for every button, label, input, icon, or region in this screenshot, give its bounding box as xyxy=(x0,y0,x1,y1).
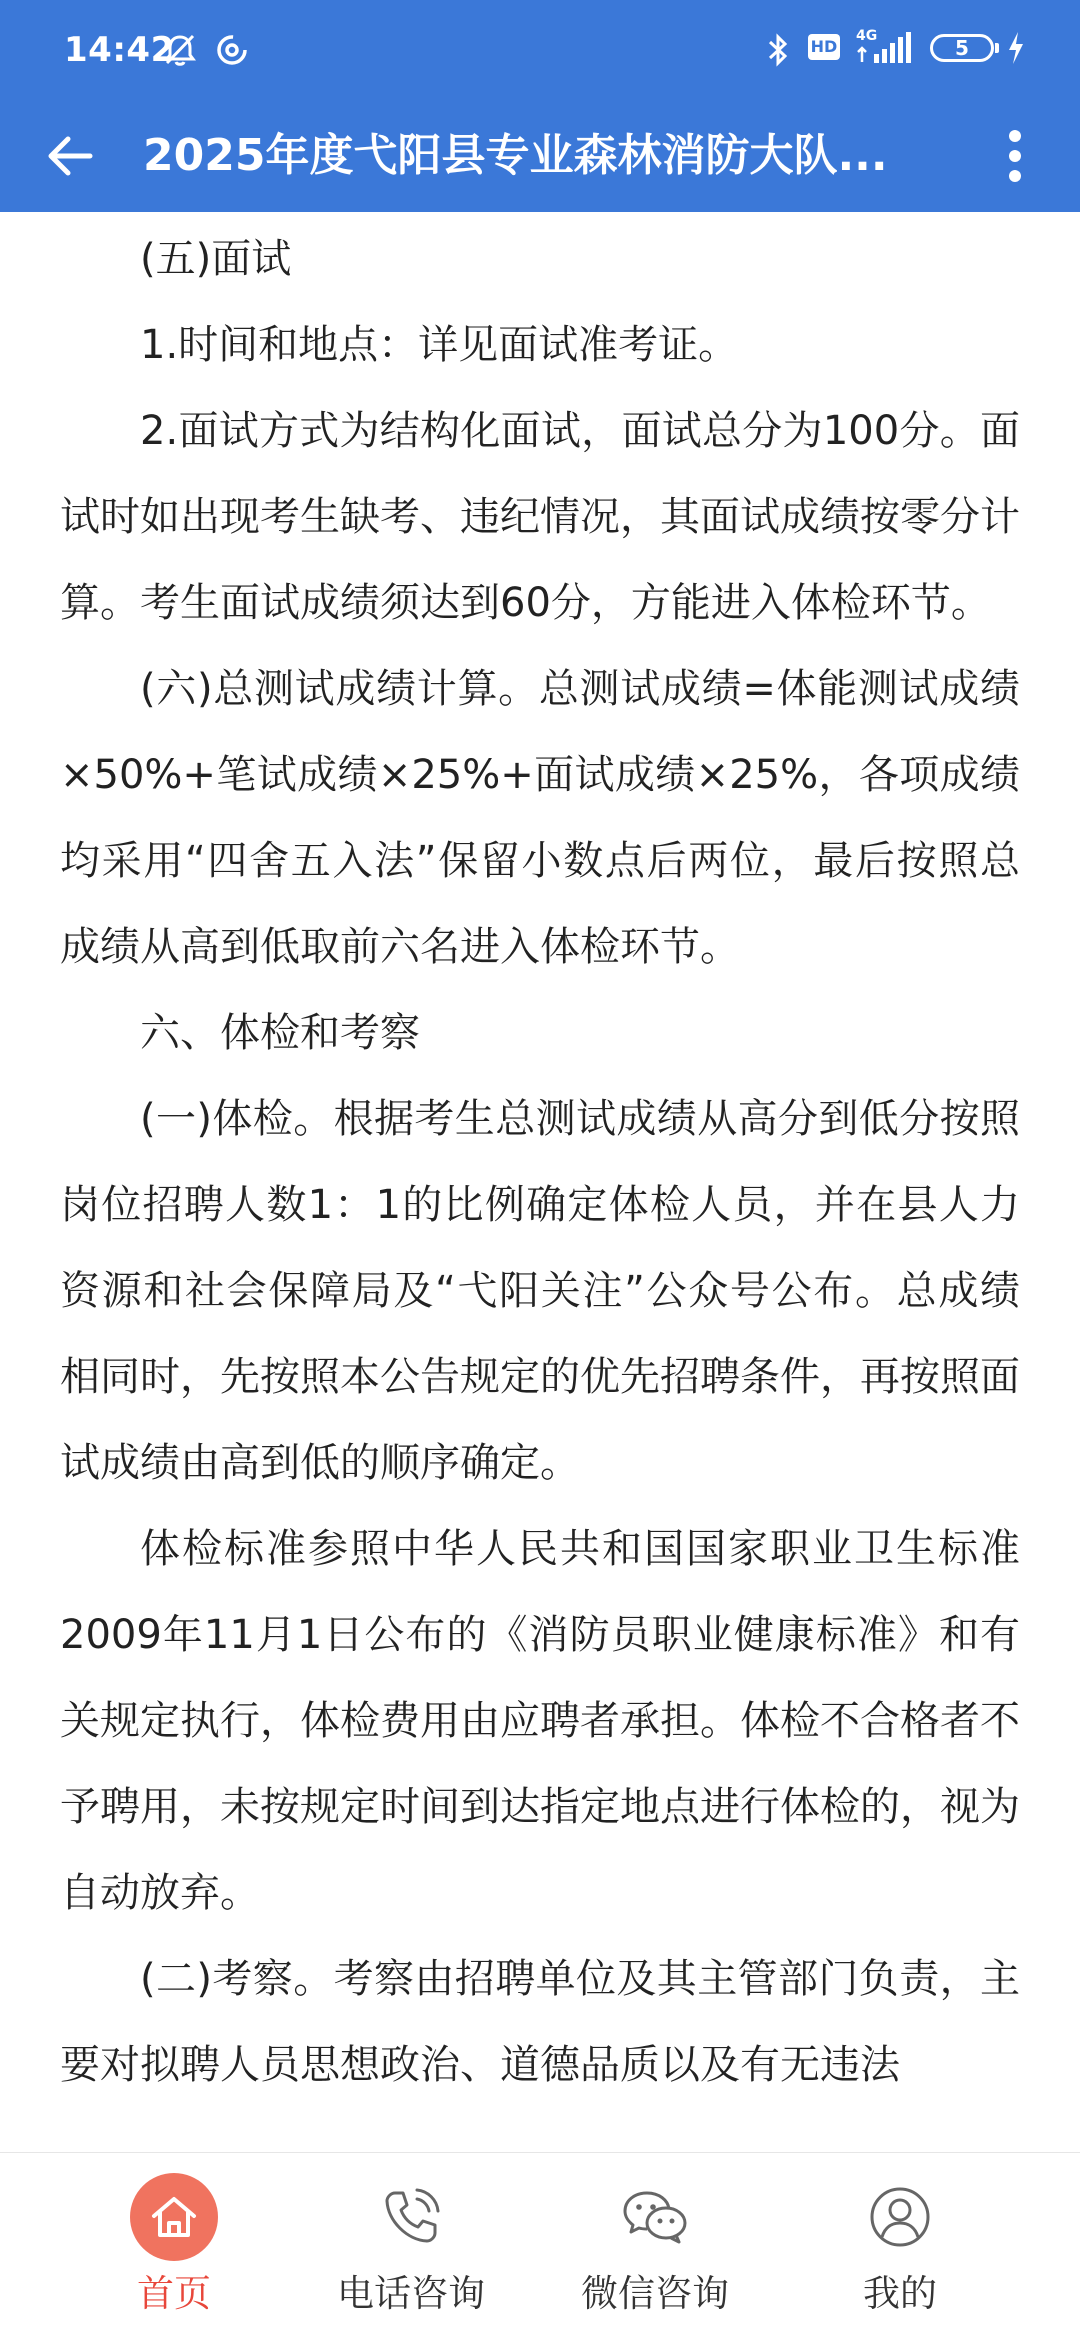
hotspot-icon xyxy=(214,32,250,68)
battery-level: 5 xyxy=(955,36,969,60)
mute-bell-icon xyxy=(162,32,198,68)
network-type-label: 4G xyxy=(856,28,878,44)
paragraph-interview-time: 1.时间和地点：详见面试准考证。 xyxy=(140,322,739,368)
nav-label-wechat: 微信咨询 xyxy=(581,2272,729,2315)
paragraph-total-score: (六)总测试成绩计算。总测试成绩=体能测试成绩×50%+笔试成绩×25%+面试成绩×25%，各项成绩均采用“四舍五入法”保留小数点后两位，最后按照总成绩从高到低取前六名进入体检环节。 xyxy=(60,666,1020,970)
paragraph-interview-heading: (五)面试 xyxy=(140,236,292,282)
bottom-navigation xyxy=(0,2152,1080,2340)
nav-label-home: 首页 xyxy=(137,2272,211,2315)
paragraph-physical-exam: (一)体检。根据考生总测试成绩从高分到低分按照岗位招聘人数1：1的比例确定体检人员，并在县人力资源和社会保障局及“弋阳关注”公众号公布。总成绩相同时，先按照本公告规定的优先招聘条件，再按照面试成绩由高到低的顺序确定。 xyxy=(60,1096,1020,1486)
more-options-button[interactable] xyxy=(980,116,1050,196)
user-icon xyxy=(868,2185,932,2249)
signal-4g-icon xyxy=(856,30,916,66)
nav-item-home[interactable] xyxy=(84,2153,264,2340)
charging-icon xyxy=(1006,30,1026,66)
bluetooth-icon xyxy=(763,32,793,68)
paragraph-exam-standard: 体检标准参照中华人民共和国国家职业卫生标准2009年11月1日公布的《消防员职业健康标准》和有关规定执行，体检费用由应聘者承担。体检不合格者不予聘用，未按规定时间到达指定地点进行体检的，视为自动放弃。 xyxy=(60,1526,1020,1916)
paragraph-inspection: (二)考察。考察由招聘单位及其主管部门负责，主要对拟聘人员思想政治、道德品质以及有无违法 xyxy=(60,1956,1020,2088)
wechat-icon xyxy=(622,2187,688,2247)
nav-label-phone: 电话咨询 xyxy=(337,2272,485,2315)
status-bar xyxy=(0,0,1080,100)
nav-item-wechat[interactable] xyxy=(565,2153,745,2340)
status-time: 14:42 xyxy=(64,30,175,70)
back-button[interactable] xyxy=(30,116,110,196)
hd-icon: HD xyxy=(808,34,840,60)
back-arrow-icon xyxy=(42,128,98,184)
nav-item-phone[interactable] xyxy=(321,2153,501,2340)
paragraph-interview-method: 2.面试方式为结构化面试，面试总分为100分。面试时如出现考生缺考、违纪情况，其面试成绩按零分计算。考生面试成绩须达到60分，方能进入体检环节。 xyxy=(60,408,1020,626)
paragraph-section-heading: 六、体检和考察 xyxy=(140,1010,420,1056)
phone-icon xyxy=(379,2185,443,2249)
top-bar xyxy=(0,0,1080,212)
nav-item-mine[interactable] xyxy=(810,2153,990,2340)
article-scroll-area[interactable] xyxy=(0,212,1080,2152)
article-body xyxy=(60,216,1020,2108)
home-icon xyxy=(130,2173,218,2261)
nav-label-mine: 我的 xyxy=(863,2272,937,2315)
battery-icon xyxy=(930,34,994,62)
more-vertical-icon xyxy=(1005,126,1025,186)
app-bar xyxy=(0,100,1080,212)
page-title: 2025年度弋阳县专业森林消防大队... xyxy=(143,130,888,181)
